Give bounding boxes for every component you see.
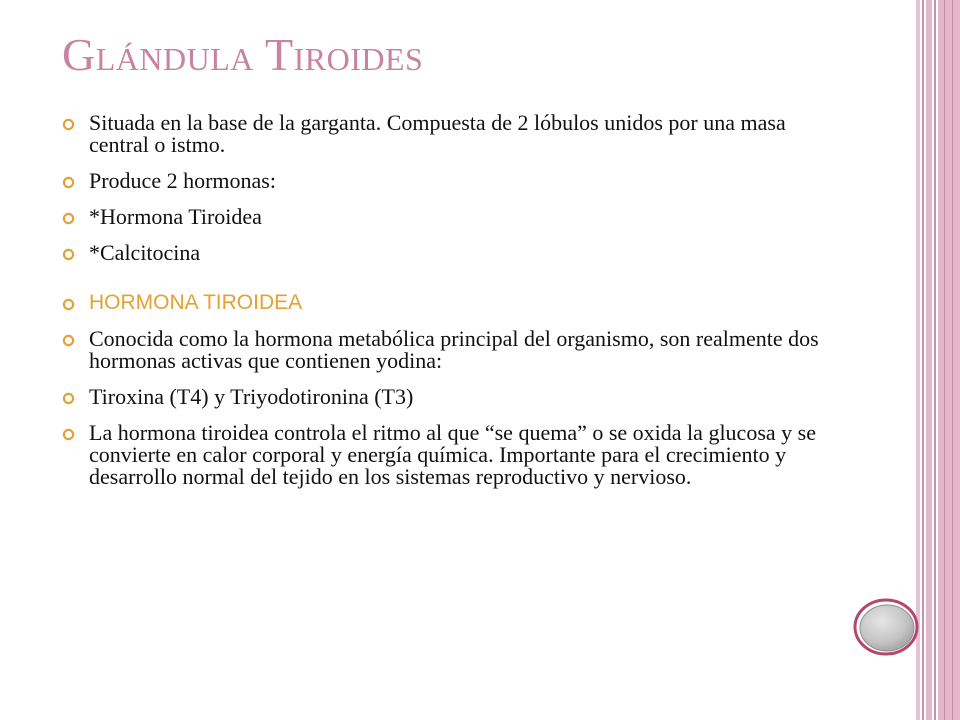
list-item — [62, 206, 822, 228]
decorative-stripe — [922, 0, 924, 720]
bullet-text: Situada en la base de la garganta. Compuesta de 2 lóbulos unidos por una masa central o istmo. — [89, 110, 786, 157]
ring-bullet-icon — [62, 428, 75, 441]
list-item — [62, 328, 822, 372]
bullet-text: La hormona tiroidea controla el ritmo al que “se quema” o se oxida la glucosa y se convierte en calor corporal y energía química. Importante para el crecimiento y desarrollo normal del tejido en los sistemas reproductivo y nervioso. — [89, 420, 816, 489]
bullet-text: *Calcitocina — [89, 240, 201, 265]
list-item — [62, 386, 822, 408]
section-heading-item — [62, 292, 822, 314]
ring-bullet-icon — [62, 248, 75, 261]
ring-bullet-icon — [62, 212, 75, 225]
decorative-stripe — [944, 0, 945, 720]
bullet-list — [62, 112, 822, 502]
decorative-stripe — [934, 0, 936, 720]
section-heading-text: HORMONA TIROIDEA — [89, 291, 303, 314]
list-item — [62, 422, 822, 488]
decorative-stripe — [926, 0, 932, 720]
ring-bullet-icon — [62, 118, 75, 131]
bullet-text: Produce 2 hormonas: — [89, 168, 276, 193]
ring-bullet-icon — [62, 392, 75, 405]
decorative-stripe — [952, 0, 953, 720]
list-item — [62, 170, 822, 192]
bullet-text: *Hormona Tiroidea — [89, 204, 262, 229]
decorative-stripe — [938, 0, 960, 720]
circle-button-icon[interactable] — [852, 598, 920, 658]
ring-bullet-icon — [62, 298, 75, 311]
bullet-text: Tiroxina (T4) y Triyodotironina (T3) — [89, 384, 414, 409]
list-item — [62, 242, 822, 264]
list-item — [62, 112, 822, 156]
ring-bullet-icon — [62, 176, 75, 189]
slide-title: Glándula Tiroides — [62, 29, 424, 80]
bullet-text: Conocida como la hormona metabólica principal del organismo, son realmente dos hormonas activas que contienen yodina: — [89, 326, 819, 373]
ring-bullet-icon — [62, 334, 75, 347]
